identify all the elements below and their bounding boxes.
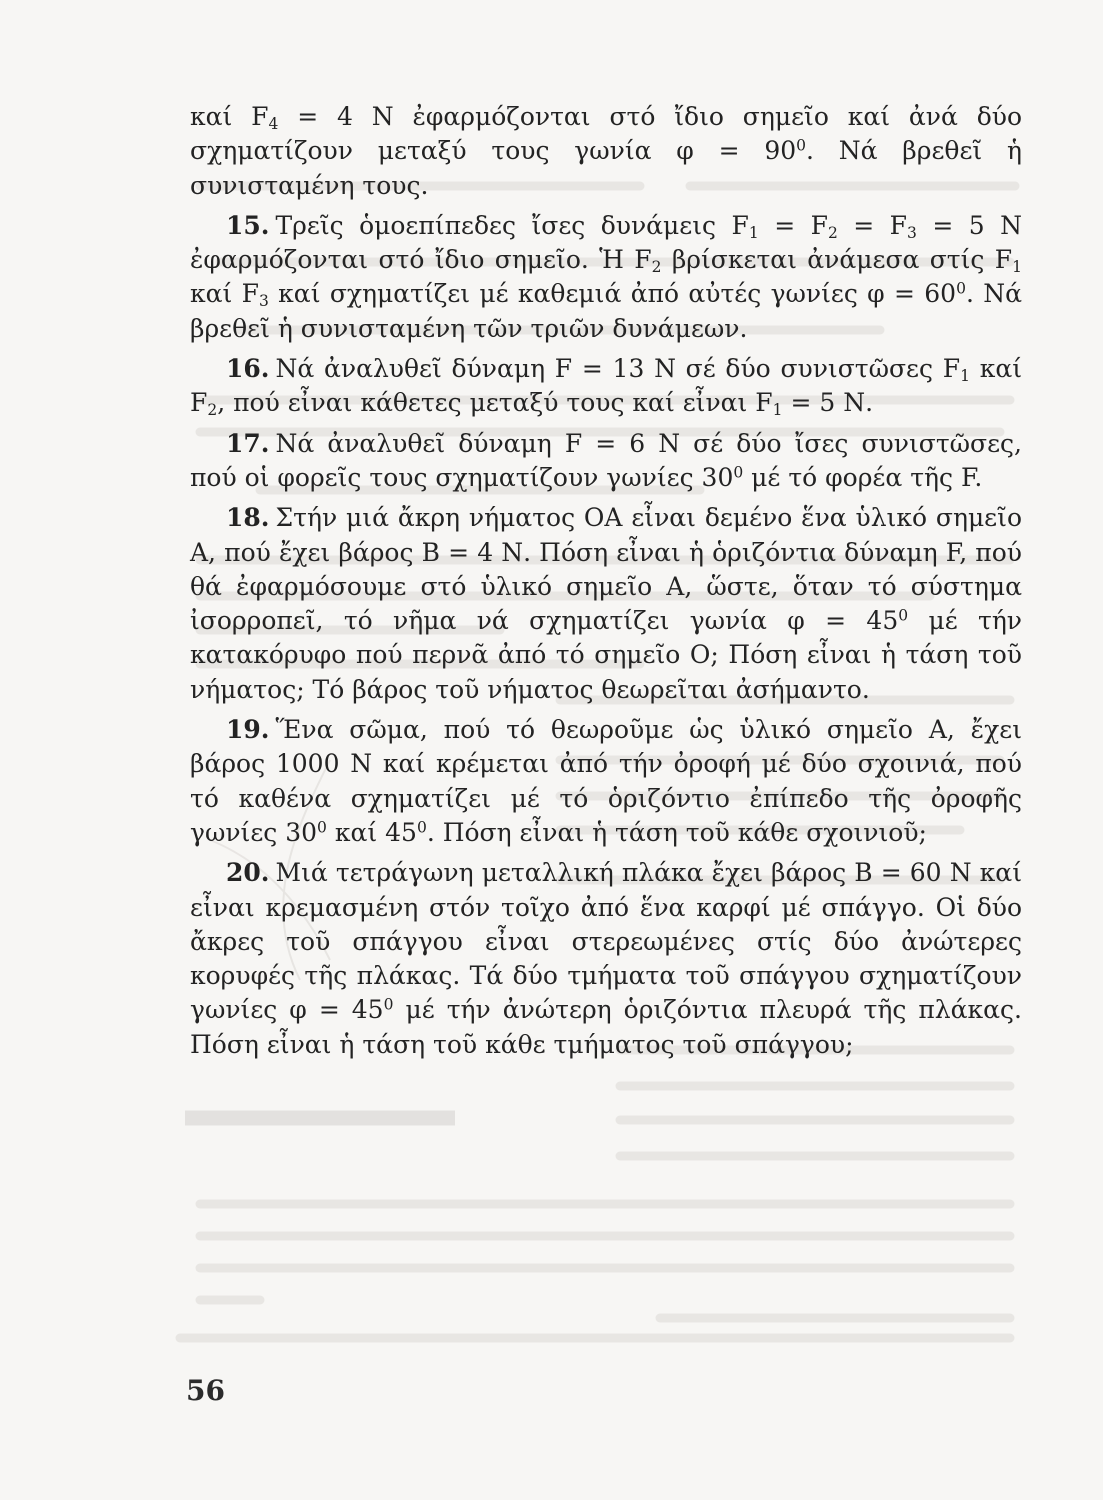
problem-20 — [190, 856, 1022, 1062]
problem-number: 15. — [226, 210, 270, 240]
problem-body: Μιά τετράγωνη μεταλλική πλάκα ἔχει βάρος Β = 60 Ν καί εἶναι κρεμασμένη στόν τοῖχο ἀπό ἕνα καρφί μέ σπάγγο. Οἱ δύο ἄκρες τοῦ σπάγγου εἶναι στερεωμένες στίς δύο ἀνώτερες κορυφές τῆς πλάκας. Τά δύο τμήματα τοῦ σπάγγου σχηματίζουν γωνίες $\varphi = 45^0$ μέ τήν ἀνώτερη ὁριζόντια πλευρά τῆς πλάκας. Πόση εἶναι ἡ τάση τοῦ κάθε τμήματος τοῦ σπάγγου; — [190, 858, 1022, 1059]
page-number: 56 — [186, 1374, 225, 1407]
problem-body: Ἕνα σῶμα, πού τό θεωροῦμε ὡς ὑλικό σημεῖο Α, ἔχει βάρος 1000 Ν καί κρέμεται ἀπό τήν ὀροφή μέ δύο σχοινιά, πού τό καθένα σχηματίζει μέ τό ὁριζόντιο ἐπίπεδο τῆς ὀροφῆς γωνίες $30^0$ καί $45^0$. Πόση εἶναι ἡ τάση τοῦ κάθε σχοινιοῦ; — [190, 715, 1022, 847]
problem-17 — [190, 427, 1022, 496]
problem-number: 17. — [226, 428, 270, 458]
problem-body: Στήν μιά ἄκρη νήματος ΟΑ εἶναι δεμένο ἕνα ὑλικό σημεῖο Α, πού ἔχει βάρος Β = 4 Ν. Πόση εἶναι ἡ ὁριζόντια δύναμη F, πού θά ἐφαρμόσουμε στό ὑλικό σημεῖο Α, ὥστε, ὅταν τό σύστημα ἰσορροπεῖ, τό νῆμα νά σχηματίζει γωνία $\varphi = 45^0$ μέ τήν κατακόρυφο πού περνᾶ ἀπό τό σημεῖο Ο; Πόση εἶναι ἡ τάση τοῦ νήματος; Τό βάρος τοῦ νήματος θεωρεῖται ἀσήμαντο. — [190, 503, 1022, 704]
problem-15 — [190, 209, 1022, 346]
problem-number: 16. — [226, 354, 270, 384]
problem-number: 18. — [226, 503, 270, 533]
problem-number: 19. — [226, 715, 270, 745]
intro-paragraph: καί $F_4 = 4$ Ν ἐφαρμόζονται στό ἴδιο σημεῖο καί ἀνά δύο σχηματίζουν μεταξύ τους γωνία $\varphi = 90^0$. Νά βρεθεῖ ἡ συνισταμένη τους. — [190, 102, 1022, 200]
problem-18 — [190, 501, 1022, 707]
problem-19 — [190, 713, 1022, 850]
problem-body: Νά ἀναλυθεῖ δύναμη F = 13 Ν σέ δύο συνιστῶσες $F_1$ καί $F_2$, πού εἶναι κάθετες μεταξύ τους καί εἶναι $F_1 = 5$ Ν. — [190, 354, 1023, 420]
problem-body: Τρεῖς ὁμοεπίπεδες ἴσες δυνάμεις $F_1 = F_2 = F_3 = 5$ Ν ἐφαρμόζονται στό ἴδιο σημεῖο. Ἡ $F_2$ βρίσκεται ἀνάμεσα στίς $F_1$ καί $F_3$ καί σχηματίζει μέ καθεμιά ἀπό αὐτές γωνίες $\varphi = 60^0$. Νά βρεθεῖ ἡ συνισταμένη τῶν τριῶν δυνάμεων. — [190, 210, 1022, 343]
problem-number: 20. — [226, 858, 270, 888]
problem-body: Νά ἀναλυθεῖ δύναμη F = 6 Ν σέ δύο ἴσες συνιστῶσες, πού οἱ φορεῖς τους σχηματίζουν γωνίες $30^0$ μέ τό φορέα τῆς F. — [190, 428, 1022, 492]
problem-text-block — [190, 100, 1022, 1062]
problem-16 — [190, 352, 1022, 421]
